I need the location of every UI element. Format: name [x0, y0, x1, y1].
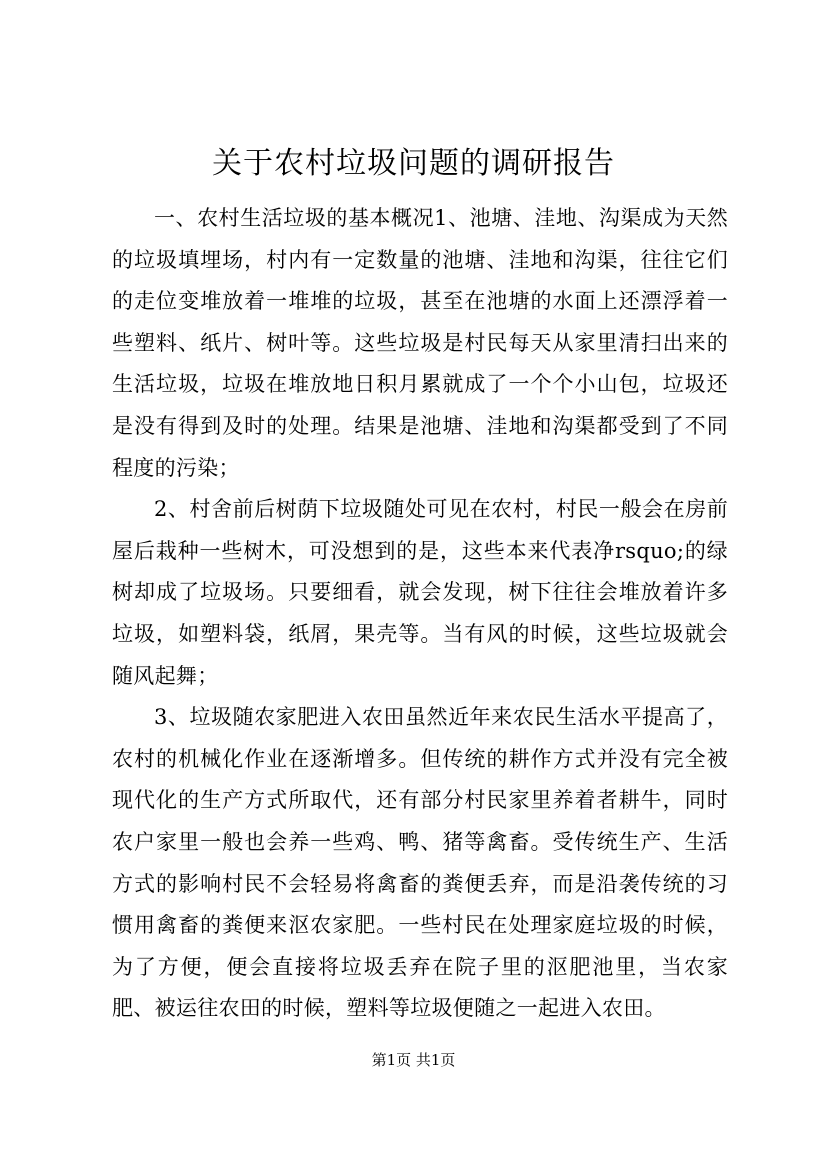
page-footer: 第1页 共1页: [371, 1051, 456, 1069]
document-body: [112, 198, 728, 1030]
paragraph-1: 一、农村生活垃圾的基本概况1、池塘、洼地、沟渠成为天然的垃圾填埋场，村内有一定数量的池塘、洼地和沟渠，往往它们的走位变堆放着一堆堆的垃圾，甚至在池塘的水面上还漂浮着一些塑料、纸片、树叶等。这些垃圾是村民每天从家里清扫出来的生活垃圾，垃圾在堆放地日积月累就成了一个个小山包，垃圾还是没有得到及时的处理。结果是池塘、洼地和沟渠都受到了不同程度的污染；: [112, 206, 728, 480]
document-title: 关于农村垃圾问题的调研报告: [212, 146, 615, 181]
paragraph-2: 2、村舍前后树荫下垃圾随处可见在农村，村民一般会在房前屋后栽种一些树木，可没想到的是，这些本来代表净rsquo;的绿树却成了垃圾场。只要细看，就会发现，树下往往会堆放着许多垃圾，如塑料袋，纸屑，果壳等。当有风的时候，这些垃圾就会随风起舞；: [112, 497, 728, 688]
paragraph-3: 3、垃圾随农家肥进入农田虽然近年来农民生活水平提高了，农村的机械化作业在逐渐增多。但传统的耕作方式并没有完全被现代化的生产方式所取代，还有部分村民家里养着者耕牛，同时农户家里一般也会养一些鸡、鸭、猪等禽畜。受传统生产、生活方式的影响村民不会轻易将禽畜的粪便丢弃，而是沿袭传统的习惯用禽畜的粪便来沤农家肥。一些村民在处理家庭垃圾的时候，为了方便，便会直接将垃圾丢弃在院子里的沤肥池里，当农家肥、被运往农田的时候，塑料等垃圾便随之一起进入农田。: [112, 705, 728, 1021]
